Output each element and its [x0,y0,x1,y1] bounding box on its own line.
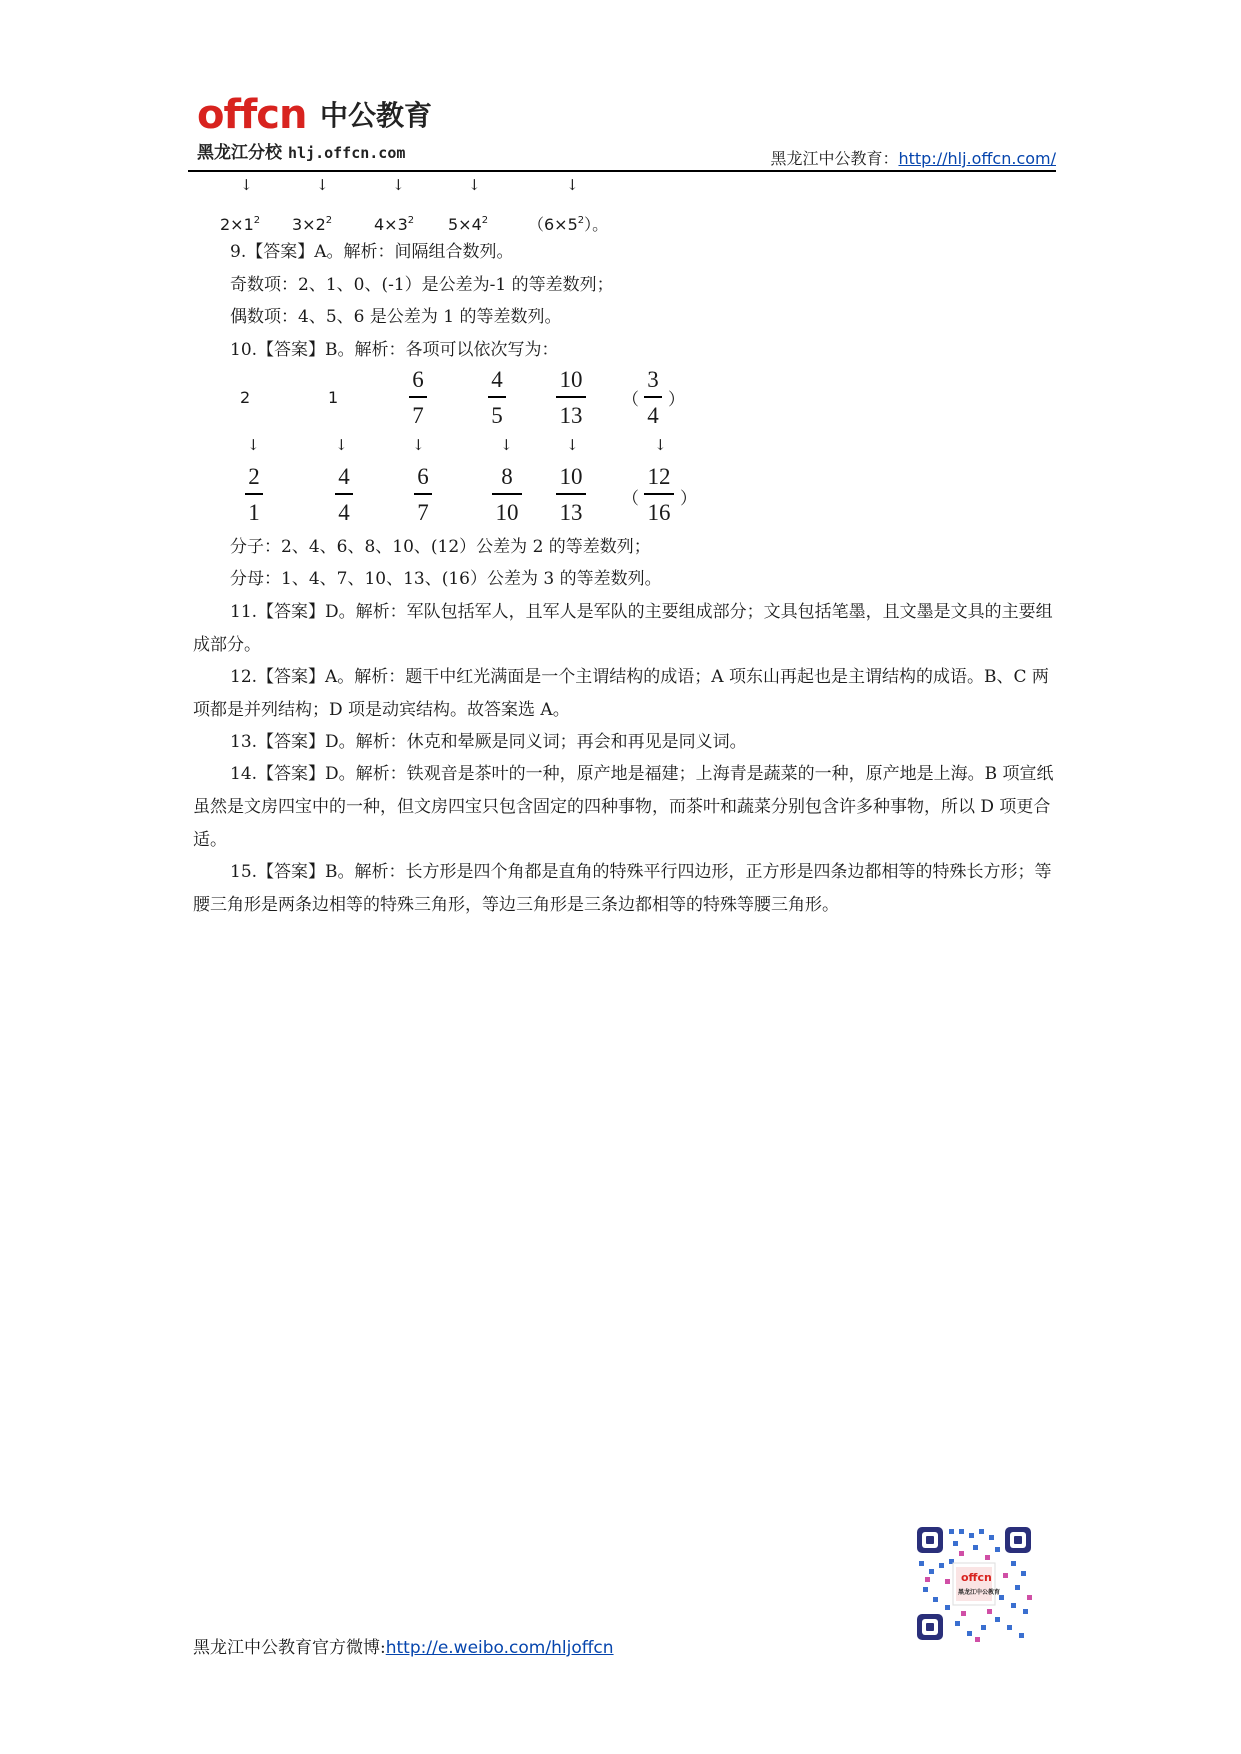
fraction-numerator: 6 [412,367,424,392]
paren-close: ） [668,390,685,410]
fraction [245,464,263,526]
down-arrow-icon: ↓ [335,436,348,454]
fraction-denominator: 10 [495,499,519,525]
q8-term-base: 3×2 [292,215,326,234]
header-divider [188,170,1056,172]
logo-brand: offcn [197,92,307,138]
fraction-denominator: 4 [338,499,350,525]
fraction-denominator: 7 [417,499,429,525]
paren-close: ） [680,489,697,509]
q9-odd-terms: 奇数项：2、1、0、(-1）是公差为-1 的等差数列； [230,275,614,295]
q10-denominators: 分母：1、4、7、10、13、(16）公差为 3 的等差数列。 [230,569,662,589]
down-arrow-icon: ↓ [247,436,260,454]
logo-url: hlj.offcn.com [288,144,406,162]
fraction-numerator: 2 [248,464,260,489]
fraction [414,464,432,526]
header-contact [770,146,1056,169]
paren-open: （ [622,489,639,509]
footer-label: 黑龙江中公教育官方微博: [193,1638,386,1658]
down-arrow-icon: ↓ [654,436,667,454]
q15-answer: 15.【答案】B。解析：长方形是四个角都是直角的特殊平行四边形，正方形是四条边都相等的特殊长方形；等腰三角形是两条边相等的特殊三角形，等边三角形是三条边都相等的特殊等腰三角形。 [193,862,1052,915]
down-arrow-icon: ↓ [500,436,513,454]
footer-weibo-link[interactable]: http://e.weibo.com/hljoffcn [385,1638,614,1658]
header-website-link[interactable]: http://hlj.offcn.com/ [898,149,1056,168]
down-arrow-icon: ↓ [566,176,579,194]
q8-term-base: 2×1 [220,215,254,234]
logo-subtitle [197,138,405,163]
logo-branch: 黑龙江分校 [197,143,282,163]
fraction [409,367,427,429]
down-arrow-icon: ↓ [240,176,253,194]
qr-logo: offcn [961,1571,992,1584]
fraction-denominator: 4 [647,402,659,428]
q8-term [220,211,260,235]
fraction [556,464,586,526]
fraction-denominator: 5 [491,402,503,428]
q8-term-exp: 2 [577,215,585,226]
q8-term [528,211,608,235]
q8-term-base: 5×4 [448,215,482,234]
fraction [488,367,506,429]
header-label: 黑龙江中公教育： [770,149,899,168]
fraction [644,367,662,429]
q8-term-exp: 2 [253,215,261,226]
q13-answer: 13.【答案】D。解析：休克和晕厥是同义词；再会和再见是同义词。 [230,732,747,752]
fraction-numerator: 10 [559,367,583,392]
q14-answer: 14.【答案】D。解析：铁观音是茶叶的一种，原产地是福建；上海青是蔬菜的一种，原产地是上海。B 项宣纸虽然是文房四宝中的一种，但文房四宝只包含固定的四种事物，而茶叶和蔬菜分别包含许多种事物，所以 D 项更合适。 [193,764,1054,850]
fraction [644,464,674,526]
fraction-denominator: 13 [559,402,583,428]
q8-term-base: 4×3 [374,215,408,234]
q8-term-tail: ）。 [584,215,609,234]
fraction [556,367,586,429]
fraction-denominator: 16 [647,499,671,525]
q8-term-base: （6×5 [528,215,578,234]
qr-caption: 黑龙江中公教育 [958,1589,1001,1596]
q10-row1-value: 1 [328,388,339,407]
q10-row1-value: 2 [240,388,251,407]
q8-term [448,211,488,235]
q12-answer: 12.【答案】A。解析：题干中红光满面是一个主谓结构的成语；A 项东山再起也是主谓结构的成语。B、C 两项都是并列结构；D 项是动宾结构。故答案选 A。 [193,667,1049,720]
down-arrow-icon: ↓ [392,176,405,194]
fraction-numerator: 6 [417,464,429,489]
down-arrow-icon: ↓ [468,176,481,194]
q10-answer: 10.【答案】B。解析：各项可以依次写为： [230,340,559,360]
fraction-denominator: 7 [412,402,424,428]
paren-open: （ [622,390,639,410]
q9-answer: 9.【答案】A。解析：间隔组合数列。 [230,242,514,262]
fraction-numerator: 4 [491,367,503,392]
q10-numerators: 分子：2、4、6、8、10、(12）公差为 2 的等差数列； [230,537,651,557]
logo-brand-cn: 中公教育 [320,99,433,132]
fraction-denominator: 1 [248,499,260,525]
q8-term-exp: 2 [407,215,415,226]
q8-term-exp: 2 [325,215,333,226]
footer-weibo [193,1633,614,1658]
down-arrow-icon: ↓ [566,436,579,454]
fraction-numerator: 4 [338,464,350,489]
fraction-numerator: 10 [559,464,583,489]
fraction [335,464,353,526]
fraction-denominator: 13 [559,499,583,525]
q11-answer: 11.【答案】D。解析：军队包括军人，且军人是军队的主要组成部分；文具包括笔墨，且文墨是文具的主要组成部分。 [193,602,1053,655]
q8-term [374,211,414,235]
q8-term [292,211,332,235]
down-arrow-icon: ↓ [412,436,425,454]
q8-term-exp: 2 [481,215,489,226]
fraction [492,464,522,526]
offcn-logo [197,92,497,162]
q9-even-terms: 偶数项：4、5、6 是公差为 1 的等差数列。 [230,307,562,327]
fraction-numerator: 12 [647,464,671,489]
fraction-numerator: 8 [501,464,513,489]
down-arrow-icon: ↓ [316,176,329,194]
qr-code [915,1525,1033,1642]
fraction-numerator: 3 [647,367,659,392]
